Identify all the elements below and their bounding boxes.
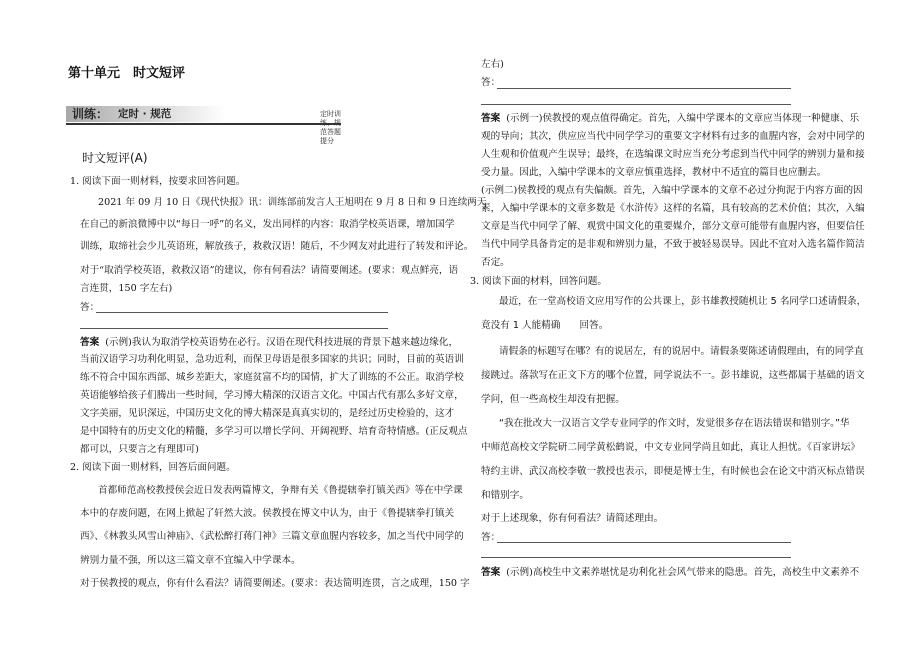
q3-material-line: 接跳过。落款写在正文下方的哪个位置，同学说法不一。彭书雄说，这些都属于基础的语文 (481, 370, 865, 381)
banner-main: 训练： (72, 107, 109, 121)
q2-answer-line: 答案 (示例一)侯教授的观点值得确定。首先，入编中学课本的文章应当体现一种健康、乐 (481, 113, 860, 124)
q3-material-line: 请假条的标题写在哪？有的说居左，有的说居中。请假条要陈述请假理由，有的同学直 (499, 346, 864, 357)
answer-prompt: 答： (80, 302, 100, 313)
q1-material-line: 2021 年 09 月 10 日《现代快报》讯：训练部前发言人王旭明在 9 月 8 日和 9 日连续两天 (98, 197, 487, 208)
q1-answer-line: 练不符合中国东西部、城乡差距大，家庭贫富不均的国情，扩大了训练的不公正。取消学校 (80, 372, 464, 383)
q3-material-line: 学问，但一些高校生却没有把握。 (481, 394, 625, 405)
q1-material-line: 在自己的新浪微博中以“每日一呼”的名义，发出同样的内容：取消学校英语课，增加国学 (80, 219, 455, 230)
q2-answer-line: 否定。 (481, 257, 510, 268)
answer-line[interactable] (80, 328, 388, 329)
q2-answer-line: 观的导向；其次，供应应当代中同学学习的重要文字材料有过多的血腥内容，会对中同学的 (481, 131, 865, 142)
q2-answer-line: 受力量。因此，入编中学课本的文章应慎重选择，教材中不适宜的篇目也应删去。 (481, 167, 827, 178)
q2-answer-line: 文章是当代中同学了解、观赏中国文化的重要媒介，部分文章可能带有血腥内容，但要信任 (481, 221, 865, 232)
answer-line[interactable] (481, 104, 791, 105)
banner-right: 定时训练、规范答题提分 (320, 110, 341, 145)
banner-sub: 定时 · 规范 (118, 108, 172, 120)
q3-material-line: 中师范高校文学院研二同学黄松鹤说，中文专业同学尚且如此，真让人担忧。《百家讲坛》 (481, 442, 860, 453)
answer-line[interactable] (481, 557, 791, 558)
q3-answer-line: 答案 (示例)高校生中文素养堪忧是功利化社会风气带来的隐患。首先，高校生中文素养不 (481, 567, 860, 578)
answer-label: 答案 (80, 337, 100, 348)
answer-line[interactable] (96, 312, 388, 313)
q2-material-line: 首都师范高校教授侯会近日发表两篇博文，争辩有关《鲁提辖拳打镇关西》等在中学课 (98, 485, 463, 496)
q3-material-line: 竟没有 1 人能精确 回答。 (481, 320, 609, 331)
q2-answer-line: (示例二)侯教授的观点有失偏颇。首先，入编中学课本的文章不必过分拘泥于内容方面的因 (481, 185, 863, 196)
q3-material-line: 特约主讲、武汉高校李敬一教授也表示，即便是博士生，有时候也会在论文中消灭标点错误 (481, 466, 865, 477)
answer-line[interactable] (497, 542, 791, 543)
q1-answer-line: 是中国特有的历史文化的精髓，多学习可以增长学问、开阔视野、培育奇特情感。(正反观点 (80, 426, 468, 437)
answer-label: 答案 (481, 567, 501, 578)
unit-title: 第十单元 时文短评 (68, 66, 186, 81)
q3-material-line: “我在批改大一汉语言文学专业同学的作文时，发觉很多存在语法错误和错别字。”华 (499, 418, 850, 429)
answer-prompt: 答： (481, 532, 501, 543)
q3-material-line: 和错别字。 (481, 490, 529, 501)
q2-material-line: 西》、《林教头风雪山神庙》、《武松醉打蒋门神》三篇文章血腥内容较多，加之当代中同学的 (80, 531, 464, 542)
answer-prompt: 答： (481, 77, 501, 88)
answer-label: 答案 (481, 113, 501, 124)
q3-question: 对于上述现象，你有何看法？请简述理由。 (481, 513, 664, 524)
training-banner (66, 106, 341, 145)
q1-material-line: 训练，取缔社会少儿英语班，解放孩子，救救汉语！随后，不少网友对此进行了转发和评论。 (80, 241, 474, 252)
q3-material-line: 最近，在一堂高校语文应用写作的公共课上，彭书雄教授随机让 5 名同学口述请假条， (499, 296, 867, 307)
q1-answer-line: 英语能够给孩子们腾出一些时间，学习博大精深的汉语言文化。中国古代有那么多好文章， (80, 390, 464, 401)
q2-answer-line: 人生观和价值观产生误导；最终，在选编课文时应当充分考虑到当代中同学的辨别力量和接 (481, 149, 865, 160)
q1-intro: 1. 阅读下面一则材料，按要求回答问题。 (70, 176, 246, 187)
q2-answer-line: 素，入编中学课本的文章多数是《水浒传》这样的名篇，具有较高的艺术价值；其次，入编 (481, 203, 865, 214)
q1-answer-line: 答案 (示例)我认为取消学校英语势在必行。汉语在现代科技进展的背景下越来越边缘化， (80, 337, 459, 348)
banner-underline (66, 123, 341, 125)
q2-question-cont: 左右) (481, 59, 504, 70)
q2-question: 对于侯教授的观点，你有什么看法？请简要阐述。(要求：表达简明连贯，言之成理，150 字 (80, 578, 470, 589)
q3-intro: 3. 阅读下面的材料，回答问题。 (470, 276, 607, 287)
q2-intro: 2. 阅读下面一则材料，回答后面问题。 (70, 462, 236, 473)
q2-answer-line: 当代中同学具备肯定的是非观和辨别力量，不致于被轻易误导。因此不宜对入选名篇作简洁 (481, 239, 865, 250)
section-title: 时文短评(A) (82, 151, 148, 165)
q1-answer-line: 当前汉语学习功利化明显，急功近利，而保卫母语是很多国家的共识；同时，目前的英语训 (80, 354, 464, 365)
q2-material-line: 辨别力量不强，所以这三篇文章不宜编入中学课本。 (80, 555, 301, 566)
q1-answer-line: 都可以，只要言之有理即可) (80, 444, 199, 455)
answer-line[interactable] (497, 88, 791, 89)
q2-material-line: 本中的存废问题，在网上掀起了轩然大波。侯教授在博文中认为，由于《鲁提辖拳打镇关 (80, 508, 455, 519)
q1-question: 言连贯，150 字左右) (80, 283, 173, 294)
q1-answer-line: 文字美丽，见识深远，中国历史文化的博大精深是真真实切的，是经过历史检验的，这才 (80, 408, 455, 419)
q1-question: 对于“取消学校英语，救救汉语”的建议，你有何看法？请简要阐述。(要求：观点鲜亮，语 (80, 265, 459, 276)
